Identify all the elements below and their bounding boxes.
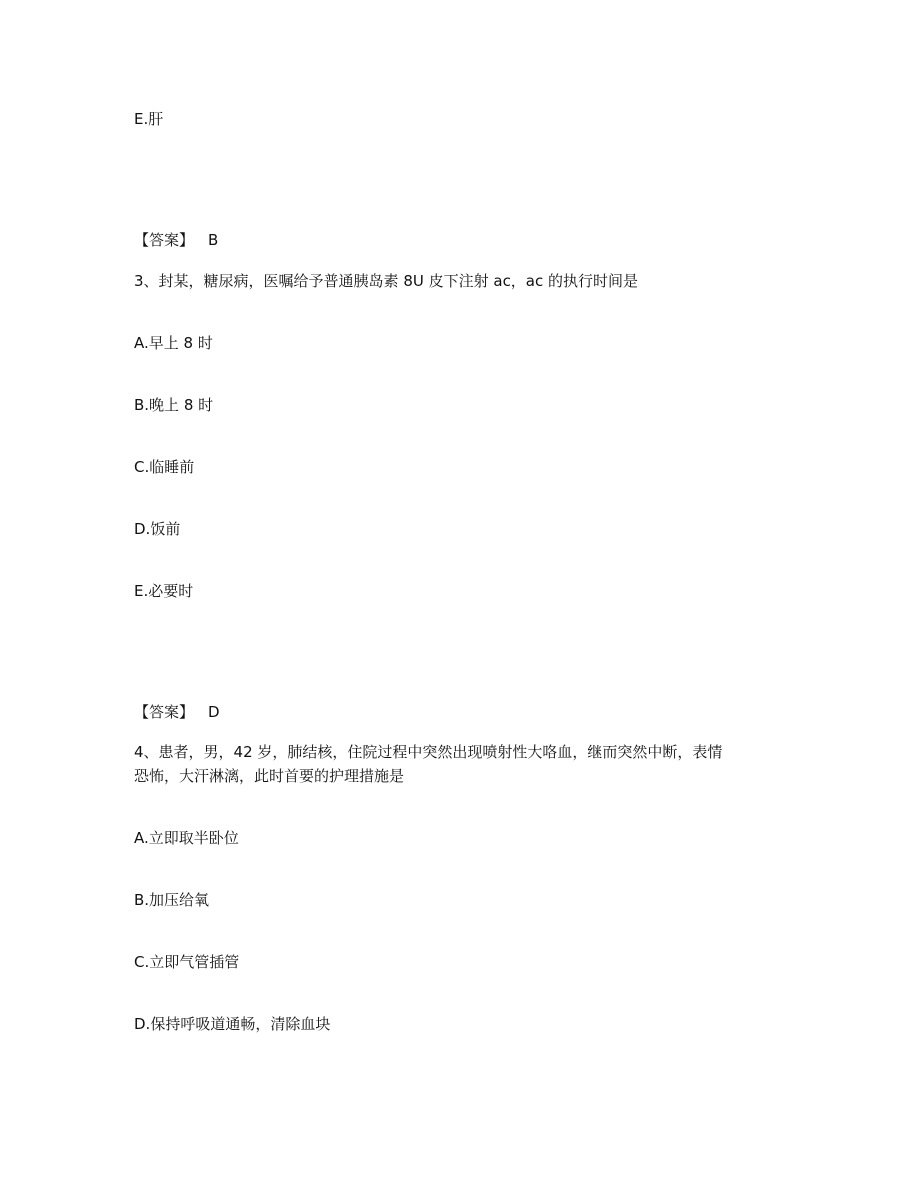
question-3-option-a: A.早上 8 时 (134, 334, 213, 352)
question-4-option-a: A.立即取半卧位 (134, 829, 239, 847)
question-3-option-c: C.临睡前 (134, 458, 195, 476)
question-3-text: 3、封某，糖尿病，医嘱给予普通胰岛素 8U 皮下注射 ac，ac 的执行时间是 (134, 272, 639, 290)
question-3-option-d: D.饭前 (134, 520, 181, 538)
answer-label: 【答案】 (134, 231, 195, 249)
question-3-option-b: B.晚上 8 时 (134, 396, 214, 414)
question-4-text-line-1: 4、患者，男，42 岁，肺结核，住院过程中突然出现喷射性大咯血，继而突然中断，表情 (134, 743, 723, 761)
option-e-prev: E.肝 (134, 110, 164, 128)
question-3-option-e: E.必要时 (134, 582, 194, 600)
question-4-option-c: C.立即气管插管 (134, 953, 240, 971)
answer-value: B (208, 231, 219, 249)
question-4-text-line-2: 恐怖，大汗淋漓，此时首要的护理措施是 (134, 767, 405, 785)
answer-label: 【答案】 (134, 703, 195, 721)
answer-prev (134, 229, 218, 251)
answer-value: D (208, 703, 220, 721)
question-4-option-b: B.加压给氧 (134, 891, 210, 909)
answer-3 (134, 701, 220, 723)
question-4-option-d: D.保持呼吸道通畅，清除血块 (134, 1015, 331, 1033)
